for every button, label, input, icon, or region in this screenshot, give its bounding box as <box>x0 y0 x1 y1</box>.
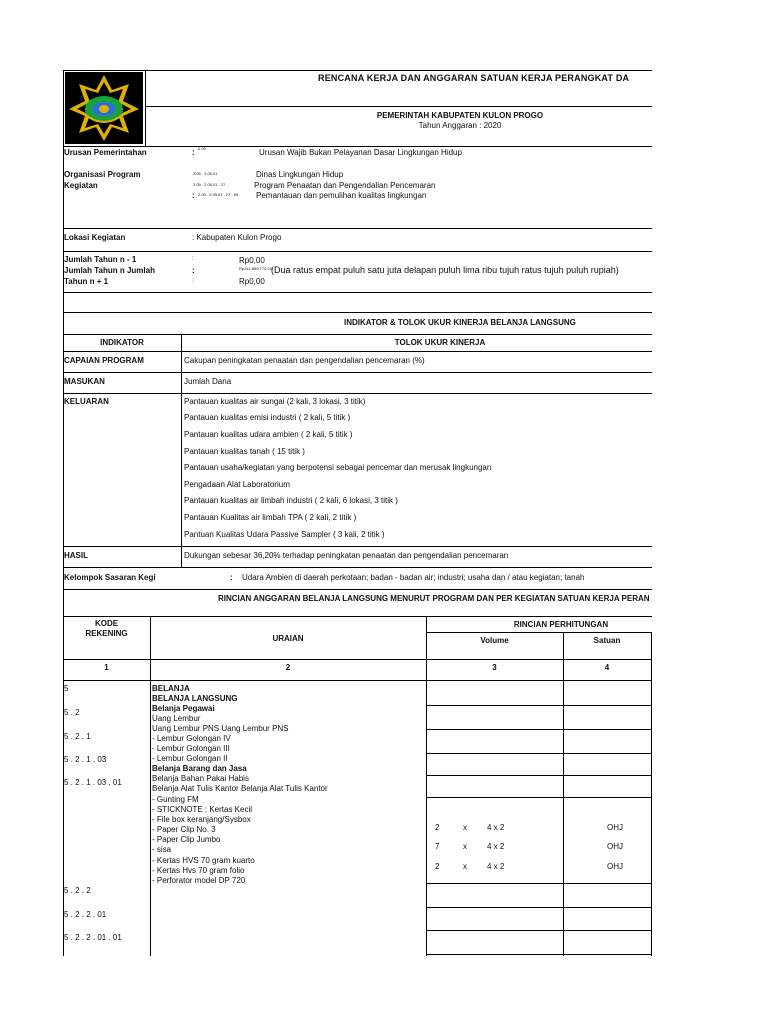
document-title: RENCANA KERJA DAN ANGGARAN SATUAN KERJA PERANGKAT DA <box>318 73 630 83</box>
kode-rekening: 5 . 2 . 2 . 01 <box>64 910 107 919</box>
volume-x: x <box>463 842 467 851</box>
uraian-item: - Kertas Hvs 70 gram folio <box>152 866 245 875</box>
jumlah-prev-colon: : <box>192 256 194 262</box>
uraian-item: - File box keranjang/Sysbox <box>152 815 251 824</box>
col-satuan: Satuan <box>593 636 621 645</box>
urusan-label: Urusan Pemerintahan <box>64 148 147 157</box>
keluaran-item: Pantauan usaha/kegiatan yang berpotensi sebagai pencemar dan merusak lingkungan <box>184 463 492 472</box>
kegiatan-label: Kegiatan <box>64 181 98 190</box>
kode-rekening: 5 . 2 . 1 . 03 <box>64 755 107 764</box>
kegiatan-colon: : <box>192 191 195 200</box>
uraian-item: - Lembur Golongan II <box>152 754 228 763</box>
government-name: PEMERINTAH KABUPATEN KULON PROGO <box>376 111 544 120</box>
uraian-item: Uang Lembur PNS Uang Lembur PNS <box>152 724 289 733</box>
col-kode: KODE <box>94 619 119 628</box>
keluaran-item: Pantauan kualitas udara ambien ( 2 kali, 5 titik ) <box>184 430 353 439</box>
col-number-3: 3 <box>492 663 497 672</box>
kulon-progo-emblem <box>65 72 143 144</box>
organisasi-label: Organisasi Program <box>64 170 141 179</box>
jumlah-next-label: Tahun n + 1 <box>64 277 109 286</box>
kode-rekening: 5 . 2 . 2 . 01 . 01 <box>64 933 122 942</box>
uraian-item: - Lembur Golongan III <box>152 744 230 753</box>
jumlah-now-colon: : <box>192 266 195 275</box>
uraian-item: - Paper Clip Jumbo <box>152 835 221 844</box>
indikator-section-title: INDIKATOR & TOLOK UKUR KINERJA BELANJA LANGSUNG <box>344 318 576 327</box>
uraian-item: - STICKNOTE : Kertas Kecil <box>152 805 253 814</box>
uraian-item: Uang Lembur <box>152 714 201 723</box>
col-tolok-ukur: TOLOK UKUR KINERJA <box>394 338 486 347</box>
kode-rekening: 5 . 2 . 2 <box>64 886 91 895</box>
kelompok-sasaran-label: Kelompok Sasaran Kegi <box>64 573 156 582</box>
kelompok-sasaran-colon: : <box>230 573 233 582</box>
uraian-item: Belanja Barang dan Jasa <box>152 764 247 773</box>
uraian-item: BELANJA LANGSUNG <box>152 694 238 703</box>
volume-b: 4 x 2 <box>487 862 505 871</box>
jumlah-prev-label: Jumlah Tahun n - 1 <box>64 255 137 264</box>
keluaran-item: Pengadaan Alat Laboratorium <box>184 480 290 489</box>
kode-rekening: 5 . 2 . 1 . 03 . 01 <box>64 778 122 787</box>
col-uraian: URAIAN <box>272 634 304 643</box>
uraian-item: Belanja Pegawai <box>152 704 215 713</box>
capaian-value: Cakupan peningkatan penaatan dan pengendalian pencemaran (%) <box>184 356 425 365</box>
jumlah-now-amount: Rp241.880.770,00 <box>239 266 272 271</box>
kode-rekening: 5 <box>64 684 69 693</box>
keluaran-item: Pantauan kualitas tanah ( 15 titik ) <box>184 447 305 456</box>
capaian-label: CAPAIAN PROGRAM <box>64 356 144 365</box>
keluaran-item: Pantauan kualitas emisi industri ( 2 kali, 5 titik ) <box>184 413 351 422</box>
masukan-value: Jumlah Dana <box>184 377 232 386</box>
lokasi-value: : Kabupaten Kulon Progo <box>192 233 282 242</box>
uraian-item: - Paper Clip No. 3 <box>152 825 216 834</box>
jumlah-prev-value: Rp0,00 <box>239 256 265 265</box>
fiscal-year: Tahun Anggaran : 2020 <box>418 121 502 130</box>
keluaran-item: Pantuan Kualitas Udara Passive Sampler ( 3 kali, 2 titik ) <box>184 530 385 539</box>
organisasi-value: Dinas Lingkungan Hidup <box>256 170 344 179</box>
col-volume: Volume <box>480 636 509 645</box>
volume-b: 4 x 2 <box>487 842 505 851</box>
urusan-colon: : <box>192 148 195 157</box>
organisasi-code: 2.05 . 2.05.01 <box>193 171 218 176</box>
jumlah-now-words: (Dua ratus empat puluh satu juta delapan puluh lima ribu tujuh ratus tujuh puluh rupiah) <box>271 265 619 275</box>
uraian-item: Belanja Bahan Pakai Habis <box>152 774 249 783</box>
col-number-1: 1 <box>104 663 109 672</box>
col-number-2: 2 <box>285 663 291 672</box>
col-number-4: 4 <box>604 663 610 672</box>
uraian-item: - Kertas HVS 70 gram kuarto <box>152 856 255 865</box>
uraian-item: - Perforator model DP 720 <box>152 876 246 885</box>
volume-x: x <box>463 862 467 871</box>
jumlah-now-label: Jumlah Tahun n Jumlah <box>64 266 155 275</box>
col-indikator: INDIKATOR <box>100 338 144 347</box>
kegiatan-code: 2.05 . 2.05.01 . 27 . 65 <box>198 192 239 197</box>
lokasi-label: Lokasi Kegiatan <box>64 233 126 242</box>
jumlah-next-value: Rp0,00 <box>239 277 265 286</box>
jumlah-next-colon: : <box>192 278 194 284</box>
hasil-value: Dukungan sebesar 36,20% terhadap peningkatan penaatan dan pengendalian pencemaran <box>184 551 509 560</box>
keluaran-label: KELUARAN <box>64 397 109 406</box>
uraian-item: - Lembur Golongan IV <box>152 734 231 743</box>
satuan: OHJ <box>607 823 623 832</box>
hasil-label: HASIL <box>64 551 88 560</box>
col-rekening: REKENING <box>85 629 128 638</box>
program-value: Program Penaatan dan Pengendalian Pencemaran <box>254 181 436 190</box>
satuan: OHJ <box>607 862 623 871</box>
volume-a: 2 <box>435 862 440 871</box>
masukan-label: MASUKAN <box>64 377 105 386</box>
kelompok-sasaran-value: Udara Ambien di daerah perkotaan; badan - badan air; industri; usaha dan / atau kegiatan; tanah <box>242 573 585 582</box>
uraian-item: BELANJA <box>152 684 190 693</box>
uraian-item: - sisa <box>152 845 172 854</box>
keluaran-item: Pantauan kualitas air sungai (2 kali, 3 lokasi, 3 titik) <box>184 397 366 406</box>
keluaran-item: Pantauan Kualitas air limbah TPA ( 2 kali, 2 titik ) <box>184 513 357 522</box>
uraian-item: Belanja Alat Tulis Kantor Belanja Alat Tulis Kantor <box>152 784 328 793</box>
volume-x: x <box>463 823 467 832</box>
uraian-item: - Gunting FM <box>152 795 199 804</box>
col-rincian-perhitungan: RINCIAN PERHITUNGAN <box>513 620 609 629</box>
kode-rekening: 5 . 2 . 1 <box>64 732 91 741</box>
kegiatan-value: Pemantauan dan pemulihan kualitas lingkungan <box>256 191 427 200</box>
volume-a: 2 <box>435 823 440 832</box>
program-code: 2.05 . 2.05.01 . 27 <box>193 182 226 187</box>
rincian-section-title: RINCIAN ANGGARAN BELANJA LANGSUNG MENURUT PROGRAM DAN PER KEGIATAN SATUAN KERJA PERAN <box>218 594 650 603</box>
urusan-value: Urusan Wajib Bukan Pelayanan Dasar Lingkungan Hidup <box>259 148 462 157</box>
urusan-code: 2.05 <box>198 146 206 151</box>
keluaran-item: Pantauan kualitas air limbah industri ( 2 kali, 6 lokasi, 3 titik ) <box>184 496 398 505</box>
volume-a: 7 <box>435 842 440 851</box>
kode-rekening: 5 . 2 <box>64 708 80 717</box>
satuan: OHJ <box>607 842 623 851</box>
volume-b: 4 x 2 <box>487 823 505 832</box>
